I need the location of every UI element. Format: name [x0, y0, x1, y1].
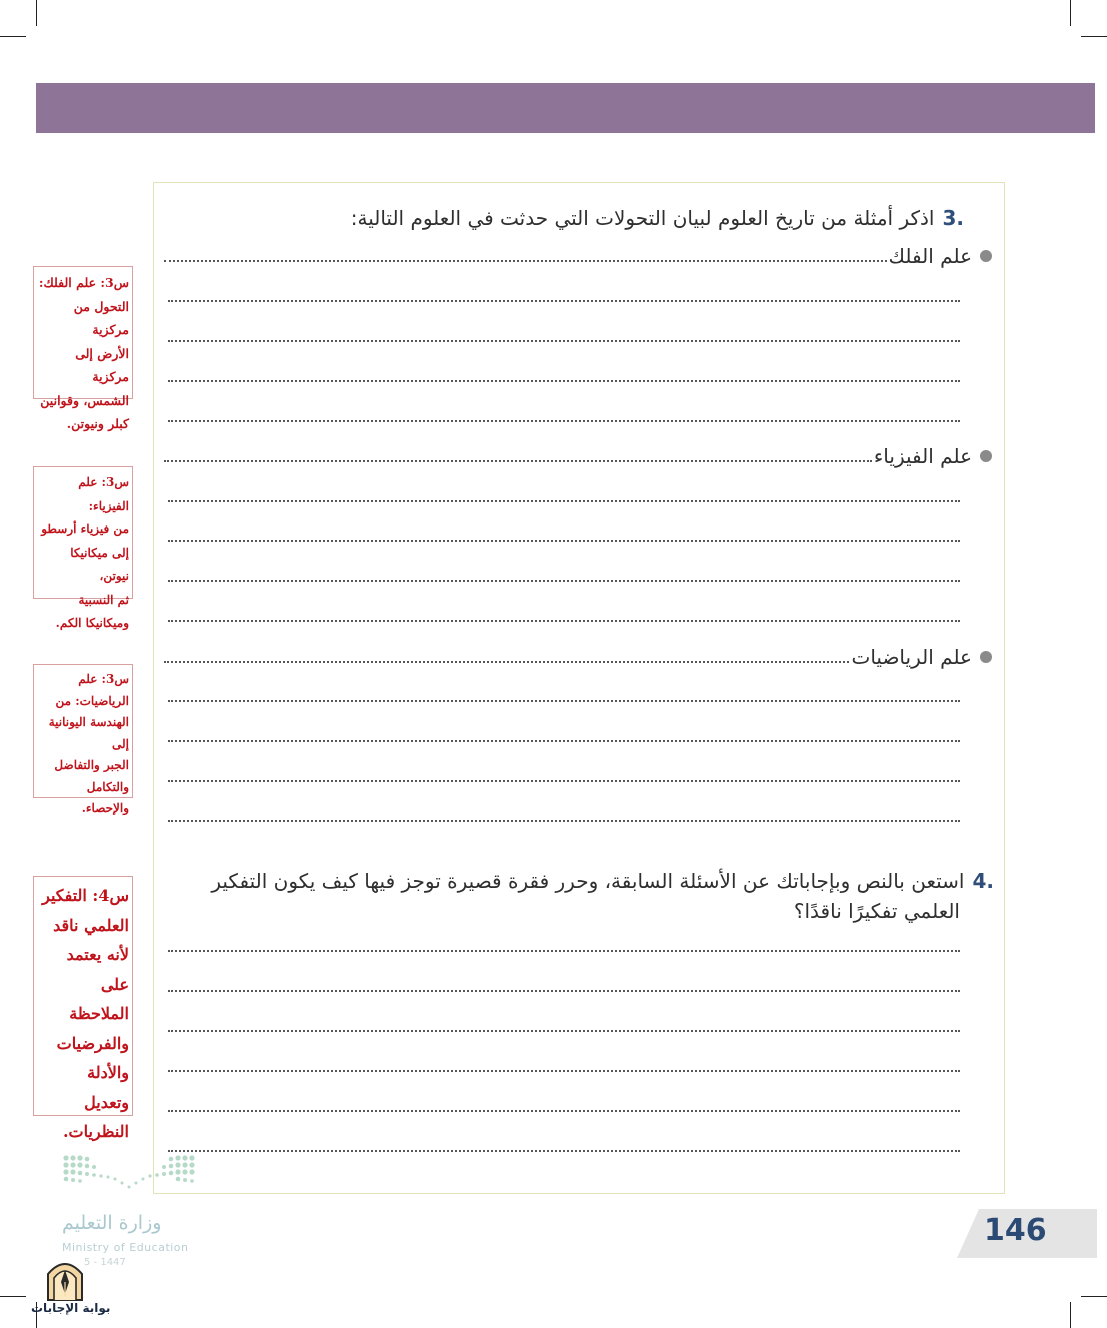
item-astronomy	[164, 244, 992, 268]
answer-note-astronomy	[33, 266, 133, 431]
crop-mark-top-left-h	[0, 36, 26, 37]
answer-note-line: والفرضيات	[56, 1033, 129, 1053]
crop-mark-bottom-left-h	[0, 1296, 26, 1297]
ministry-year: 5 - 1447	[84, 1257, 126, 1268]
answer-line[interactable]	[164, 460, 872, 462]
answer-note-line: الشمس، وقوانين	[40, 392, 129, 408]
answer-note-line: والأدلة	[87, 1063, 129, 1082]
bullet-icon	[980, 651, 992, 663]
answer-line[interactable]	[168, 580, 960, 582]
answer-line[interactable]	[168, 1030, 960, 1032]
page-number: 146	[984, 1213, 1047, 1248]
answer-note-line: الرياضيات: من	[55, 693, 129, 708]
answer-line[interactable]	[168, 1070, 960, 1072]
answer-line[interactable]	[168, 1150, 960, 1152]
answer-note-line: س4: التفكير	[42, 886, 129, 905]
answer-note-line: وتعديل	[84, 1092, 129, 1112]
answer-line[interactable]	[168, 340, 960, 342]
answer-note-mathematics	[33, 664, 133, 815]
header-band	[36, 83, 1095, 133]
answer-line[interactable]	[168, 950, 960, 952]
answer-note-line: ثم النسبية	[78, 592, 129, 607]
item-mathematics-label: علم الرياضيات	[851, 645, 972, 669]
answers-gate-name: بوابة الإجابات	[31, 1301, 111, 1315]
answer-note-line: كبلر ونيوتن.	[66, 416, 129, 431]
answer-line[interactable]	[168, 420, 960, 422]
answer-note-line: العلمي ناقد	[53, 915, 129, 935]
answer-note-line: والإحصاء.	[81, 801, 129, 815]
item-mathematics	[164, 645, 992, 669]
answer-note-line: س3: علم	[78, 672, 129, 686]
crop-mark-bottom-right-h	[1081, 1296, 1107, 1297]
answer-note-line: لأنه يعتمد	[66, 945, 129, 964]
answer-note-line: وميكانيكا الكم.	[55, 616, 129, 630]
answer-line[interactable]	[164, 260, 887, 262]
answer-line[interactable]	[168, 300, 960, 302]
answer-line[interactable]	[168, 500, 960, 502]
answer-note-critical-thinking	[33, 876, 133, 1141]
crop-mark-top-left-v	[36, 0, 37, 26]
answer-note-line: التحول من مركزية	[73, 298, 129, 337]
answer-note-line: الهندسة اليونانية إلى	[48, 715, 129, 751]
question-3-text: اذكر أمثلة من تاريخ العلوم لبيان التحولات التي حدثت في العلوم التالية:	[350, 206, 935, 230]
worksheet-box	[153, 182, 1005, 1194]
ministry-logo-icon	[62, 1153, 198, 1199]
ministry-name-en: Ministry of Education	[62, 1241, 189, 1254]
question-4-text-line1: استعن بالنص وبإجاباتك عن الأسئلة السابقة، وحرر فقرة قصيرة توجز فيها كيف يكون التفكير	[211, 869, 965, 893]
answer-note-line: والتكامل	[86, 779, 129, 794]
item-physics-label: علم الفيزياء	[873, 444, 972, 468]
item-physics	[164, 444, 992, 468]
answer-note-line: س3: علم الفلك:	[38, 275, 129, 290]
question-4	[164, 866, 994, 926]
answer-line[interactable]	[168, 1110, 960, 1112]
answer-note-line: من فيزياء أرسطو	[41, 522, 129, 536]
item-astronomy-label: علم الفلك	[888, 244, 972, 268]
question-4-text-line2: العلمي تفكيرًا ناقدًا؟	[793, 899, 960, 923]
answer-note-line: س3: علم الفيزياء:	[78, 475, 129, 513]
bullet-icon	[980, 450, 992, 462]
answer-line[interactable]	[164, 661, 849, 663]
answer-note-line: الأرض إلى مركزية	[75, 345, 129, 384]
crop-mark-top-right-v	[1070, 0, 1071, 26]
bullet-icon	[980, 250, 992, 262]
answer-line[interactable]	[168, 380, 960, 382]
answer-line[interactable]	[168, 740, 960, 742]
question-3	[314, 206, 964, 230]
answer-note-line: على الملاحظة	[69, 974, 129, 1023]
answer-line[interactable]	[168, 540, 960, 542]
crop-mark-bottom-right-v	[1070, 1302, 1071, 1328]
answer-note-line: النظريات.	[62, 1122, 129, 1141]
crop-mark-top-right-h	[1081, 36, 1107, 37]
question-4-number: .4	[972, 869, 994, 893]
answer-note-line: الجبر والتفاضل	[54, 758, 129, 772]
answer-line[interactable]	[168, 700, 960, 702]
answer-note-physics	[33, 466, 133, 630]
answer-line[interactable]	[168, 820, 960, 822]
ministry-name-ar: وزارة التعليم	[62, 1212, 162, 1234]
answer-line[interactable]	[168, 620, 960, 622]
question-3-number: .3	[942, 206, 964, 230]
answer-line[interactable]	[168, 780, 960, 782]
answers-gate-logo-icon	[44, 1256, 86, 1302]
answer-line[interactable]	[168, 990, 960, 992]
answer-note-line: إلى ميكانيكا نيوتن،	[70, 545, 129, 583]
